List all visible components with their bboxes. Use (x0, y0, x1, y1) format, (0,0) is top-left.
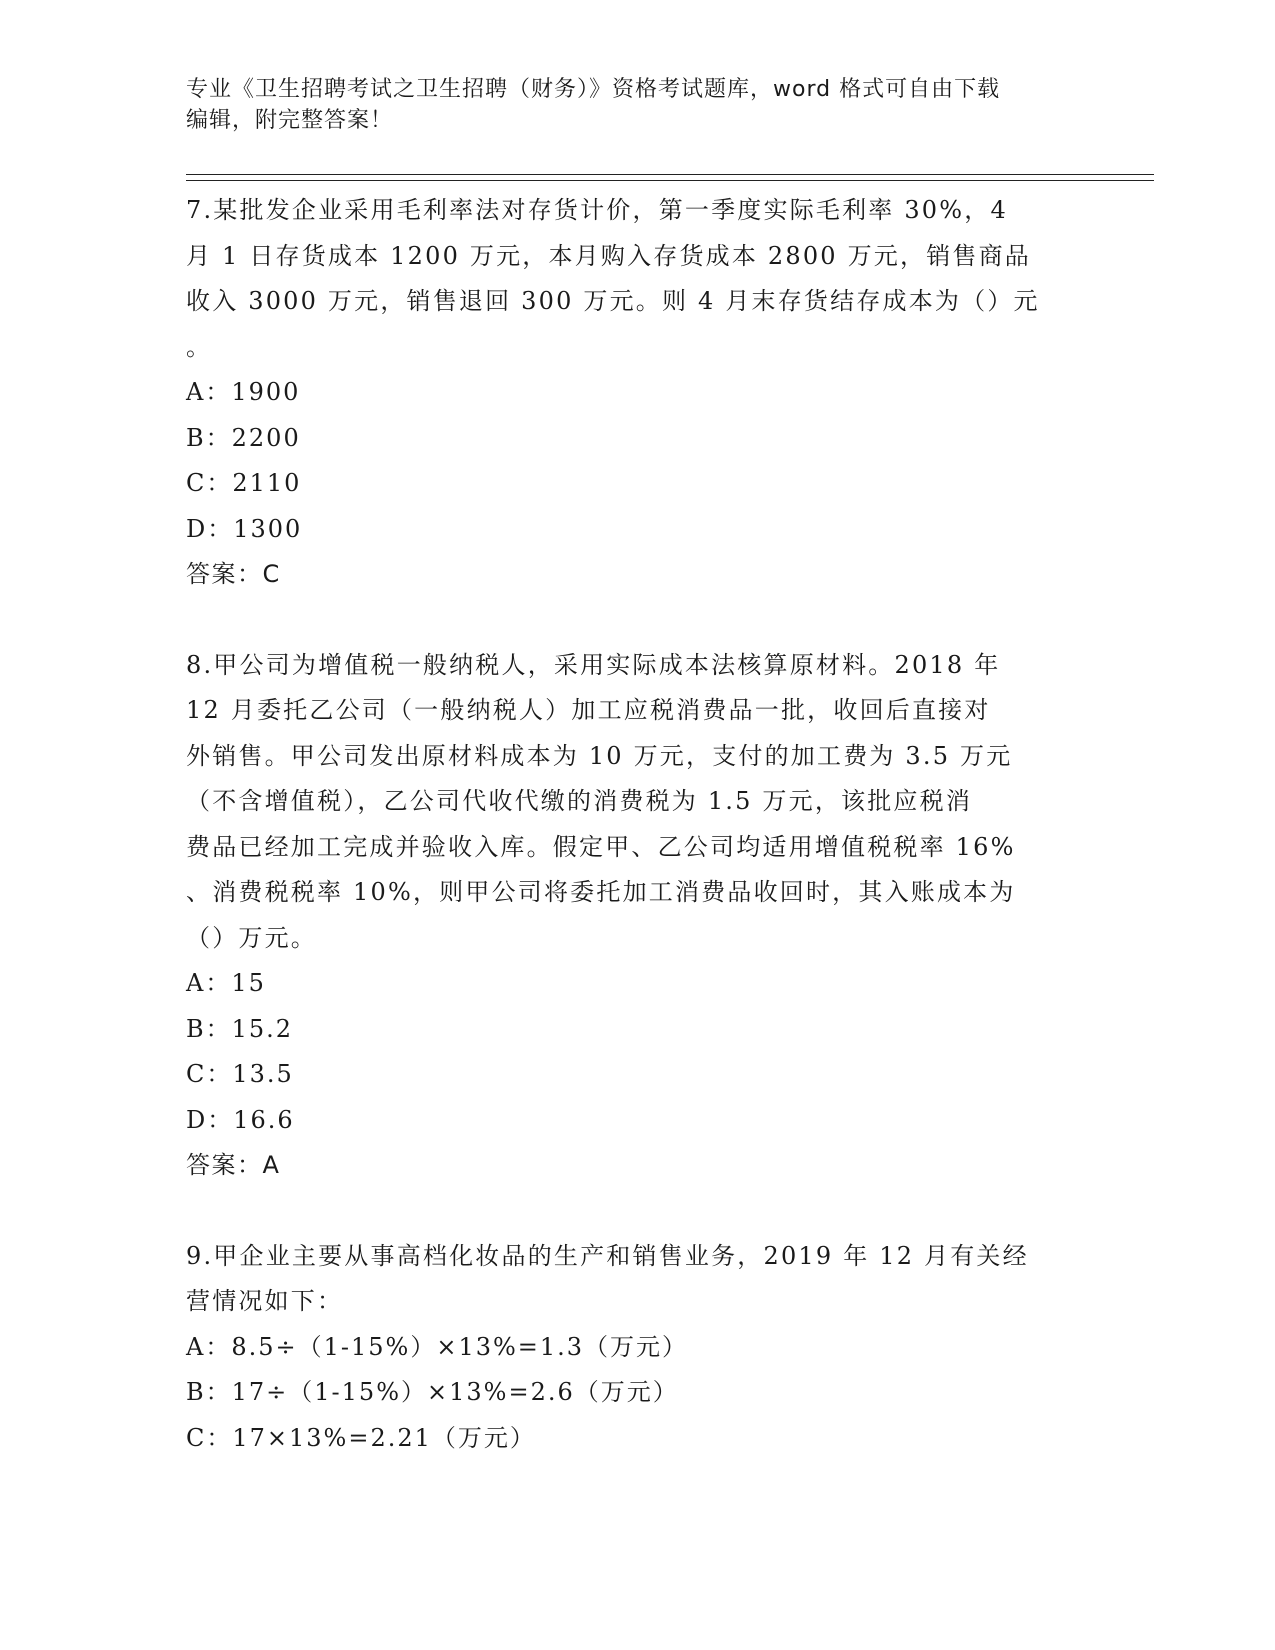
option-b: B：2200 (186, 423, 301, 452)
option-b: B：15.2 (186, 1014, 294, 1043)
header-rule (186, 180, 1154, 181)
question-list (186, 188, 1086, 1461)
question-text-line: 9.甲企业主要从事高档化妆品的生产和销售业务，2019 年 12 月有关经 (186, 1241, 1029, 1270)
option-a: A：15 (186, 969, 266, 997)
option-d: D：16.6 (186, 1105, 295, 1134)
question-text-line: （不含增值税），乙公司代收代缴的消费税为 1.5 万元，该批应税消 (186, 787, 973, 815)
question-text-line: 营情况如下： (186, 1287, 344, 1315)
option-a: A：8.5÷（1-15%）×13%=1.3（万元） (186, 1332, 689, 1361)
header-line: 编辑，附完整答案！ (186, 108, 394, 133)
question-7 (186, 188, 1086, 598)
answer-label: 答案：C (186, 560, 281, 588)
header-line: 专业《卫生招聘考试之卫生招聘（财务）》资格考试题库，word 格式可自由下载 (186, 77, 1001, 102)
question-text-line: 、消费税税率 10%，则甲公司将委托加工消费品收回时，其入账成本为 (186, 878, 1016, 906)
question-text-line: 外销售。甲公司发出原材料成本为 10 万元，支付的加工费为 3.5 万元 (186, 741, 1013, 770)
question-text-line: 8.甲公司为增值税一般纳税人，采用实际成本法核算原材料。2018 年 (186, 650, 1001, 679)
answer-label: 答案：A (186, 1151, 281, 1179)
question-8 (186, 643, 1086, 1189)
option-d: D：1300 (186, 514, 303, 543)
option-b: B：17÷（1-15%）×13%=2.6（万元） (186, 1378, 679, 1406)
option-c: C：13.5 (186, 1060, 294, 1088)
question-text-line: 收入 3000 万元，销售退回 300 万元。则 4 月末存货结存成本为（）元 (186, 287, 1040, 315)
question-text-line: 费品已经加工完成并验收入库。假定甲、乙公司均适用增值税税率 16% (186, 832, 1016, 861)
option-c: C：17×13%=2.21（万元） (186, 1423, 536, 1452)
spacer (186, 1189, 1086, 1234)
question-text-line: （）万元。 (186, 923, 317, 952)
option-a: A：1900 (186, 378, 301, 406)
question-text-line: 12 月委托乙公司（一般纳税人）加工应税消费品一批，收回后直接对 (186, 696, 991, 724)
document-header (186, 74, 1076, 136)
spacer (186, 598, 1086, 643)
question-text-line: 月 1 日存货成本 1200 万元，本月购入存货成本 2800 万元，销售商品 (186, 241, 1031, 270)
question-text-line: 。 (186, 332, 213, 361)
question-9 (186, 1234, 1086, 1462)
question-text-line: 7.某批发企业采用毛利率法对存货计价，第一季度实际毛利率 30%，4 (186, 196, 1008, 224)
option-c: C：2110 (186, 469, 302, 497)
header-rule (186, 174, 1154, 175)
